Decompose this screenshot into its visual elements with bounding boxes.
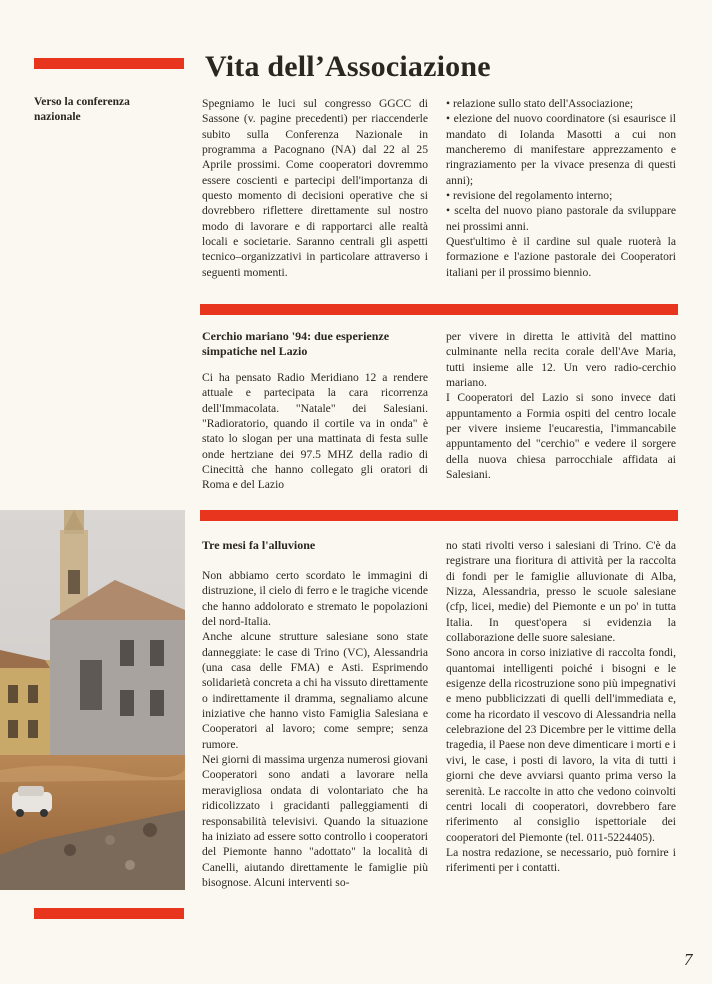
section1-text: Spegniamo le luci sul congresso GGCC di Sassone (v. pagine precedenti) per riaccenderle subito sulla Conferenza Nazionale in programma a Pacognano (NA) dal 22 al 25 Aprile prossimi. Come cooperatori dovremmo essere coscienti e partecipi dell'importanza di questo momento di decisioni operative che si dovrebbero riflettere direttamente sul nostro modo di lavorare e di rapportarci alle realtà locali e societarie. Saranno centrali gli aspetti tecnico–organizzativi in particolare attraverso i seguenti momenti.	[202, 97, 428, 279]
section1-column2	[446, 96, 676, 280]
section3-paragraph: no stati rivolti verso i salesiani di Trino. C'è da registrare una fioritura di attività per la raccolta di fondi per le famiglie alluvionate di Alba, Nizza, Alessandria, presso le scuole salesiane (cfp, licei, medie) del Piemonte e un po' in tutta Italia. In quest'opera si evidenzia la collaborazione delle suore salesiane.	[446, 539, 676, 645]
section-divider-red-bar	[200, 304, 678, 315]
section-divider-red-bar	[200, 510, 678, 521]
section2-title: Cerchio mariano '94: due esperienze simpatiche nel Lazio	[202, 329, 390, 358]
section3-title: Tre mesi fa l'alluvione	[202, 538, 316, 552]
section3-paragraph: Non abbiamo certo scordato le immagini di distruzione, il cielo di ferro e le tragiche vicende che hanno addolorato e stremato le popolazioni del nord-Italia.	[202, 569, 428, 629]
page-number: 7	[684, 950, 693, 969]
flood-photo-illustration	[0, 510, 185, 890]
section3-paragraph: Nei giorni di massima urgenza numerosi giovani Cooperatori sono andati a lavorare nella meravigliosa ondata di volontariato che ha ridicolizzato i gracidanti palleggiamenti di responsabilità televisivi. Quando la situazione ha iniziato ad essere sotto controllo i cooperatori del Piemonte hanno "adottato" la località di Canelli, aiutando direttamente le famiglie più bisognose. Alcuni interventi so-	[202, 753, 428, 889]
flood-photo	[0, 510, 185, 890]
section3-paragraph: Sono ancora in corso iniziative di raccolta fondi, quantomai intelligenti poiché i bisogni e le esigenze della ricostruzione sono più impegnativi e meno pubblicizzati di quelli dell'immediata e, come ha ricordato il vescovo di Alessandria nella celebrazione del 23 Dicembre per le vittime della tragedia, il Paese non deve dimenticare i morti e i vivi, le case, i posti di lavoro, la vita di tutti i giorni che deve avviarsi quanto prima verso la serenità. Le raccolte in atto che vedono coinvolti centri locali di cooperatori, dovrebbero fare riferimento al consiglio ispettoriale dei cooperatori del Piemonte (tel. 011-5224405).	[446, 646, 676, 844]
section3-column1	[202, 538, 428, 890]
section3-column2	[446, 538, 676, 876]
section2-text: Ci ha pensato Radio Meridiano 12 a rendere attuale e partecipata la cara ricorrenza dell'Immacolata. "Natale" dei Salesiani. "Radioratorio, quando il cortile va in onda" è stato lo slogan per una mattinata di festa sulle onde hertziane dei 97.5 MHZ della radio di Cinecittà che hanno collegato gli oratori di Roma e del Lazio	[202, 371, 428, 492]
page-title: Vita dell’Associazione	[205, 50, 491, 83]
section2-column2	[446, 329, 676, 482]
bullet-item: • revisione del regolamento interno;	[446, 189, 613, 203]
bullet-item: • elezione del nuovo coordinatore (si esaurisce il mandato di Iolanda Masotti a cui non mancheremo di manifestare apprezzamento e ringraziamento per la vivace presenza di questi anni);	[446, 112, 676, 187]
section3-paragraph: Anche alcune strutture salesiane sono state danneggiate: le case di Trino (VC), Alessandria (una casa delle FMA) e Asti. Esprimendo solidarietà concreta a chi ha vissuto direttamente o indirettamente il dramma, segnaliamo alcune iniziative che hanno visto Famiglia Salesiana e Cooperatori al lavoro; come sempre; senza rumore.	[202, 630, 428, 751]
section1-closing: Quest'ultimo è il cardine sul quale ruoterà la formazione e l'azione pastorale dei Cooperatori italiani per il prossimo biennio.	[446, 235, 676, 279]
header-red-bar-left	[34, 58, 184, 69]
section3-paragraph: La nostra redazione, se necessario, può fornire i riferimenti per i contatti.	[446, 845, 676, 875]
section2-text-lazio: I Cooperatori del Lazio si sono invece dati appuntamento a Formia ospiti del centro locale per vivere insieme l'eucarestia, l'immancabile appuntamento del "cerchio" e vedere il sorgere della nuova chiesa parrocchiale affidata ai Salesiani.	[446, 391, 676, 482]
bottom-red-bar-left	[34, 908, 184, 919]
bullet-item: • scelta del nuovo piano pastorale da sviluppare nei prossimi anni.	[446, 204, 676, 233]
bullet-item: • relazione sullo stato dell'Associazione;	[446, 97, 634, 110]
side-heading: Verso la conferenza nazionale	[34, 96, 130, 123]
section1-column1	[202, 96, 428, 280]
section2-text-continued: per vivere in diretta le attività del mattino culminante nella recita corale dell'Ave Maria, tutti insieme alle 12. Un vero radio-cerchio mariano.	[446, 330, 676, 390]
section2-column1	[202, 329, 428, 493]
